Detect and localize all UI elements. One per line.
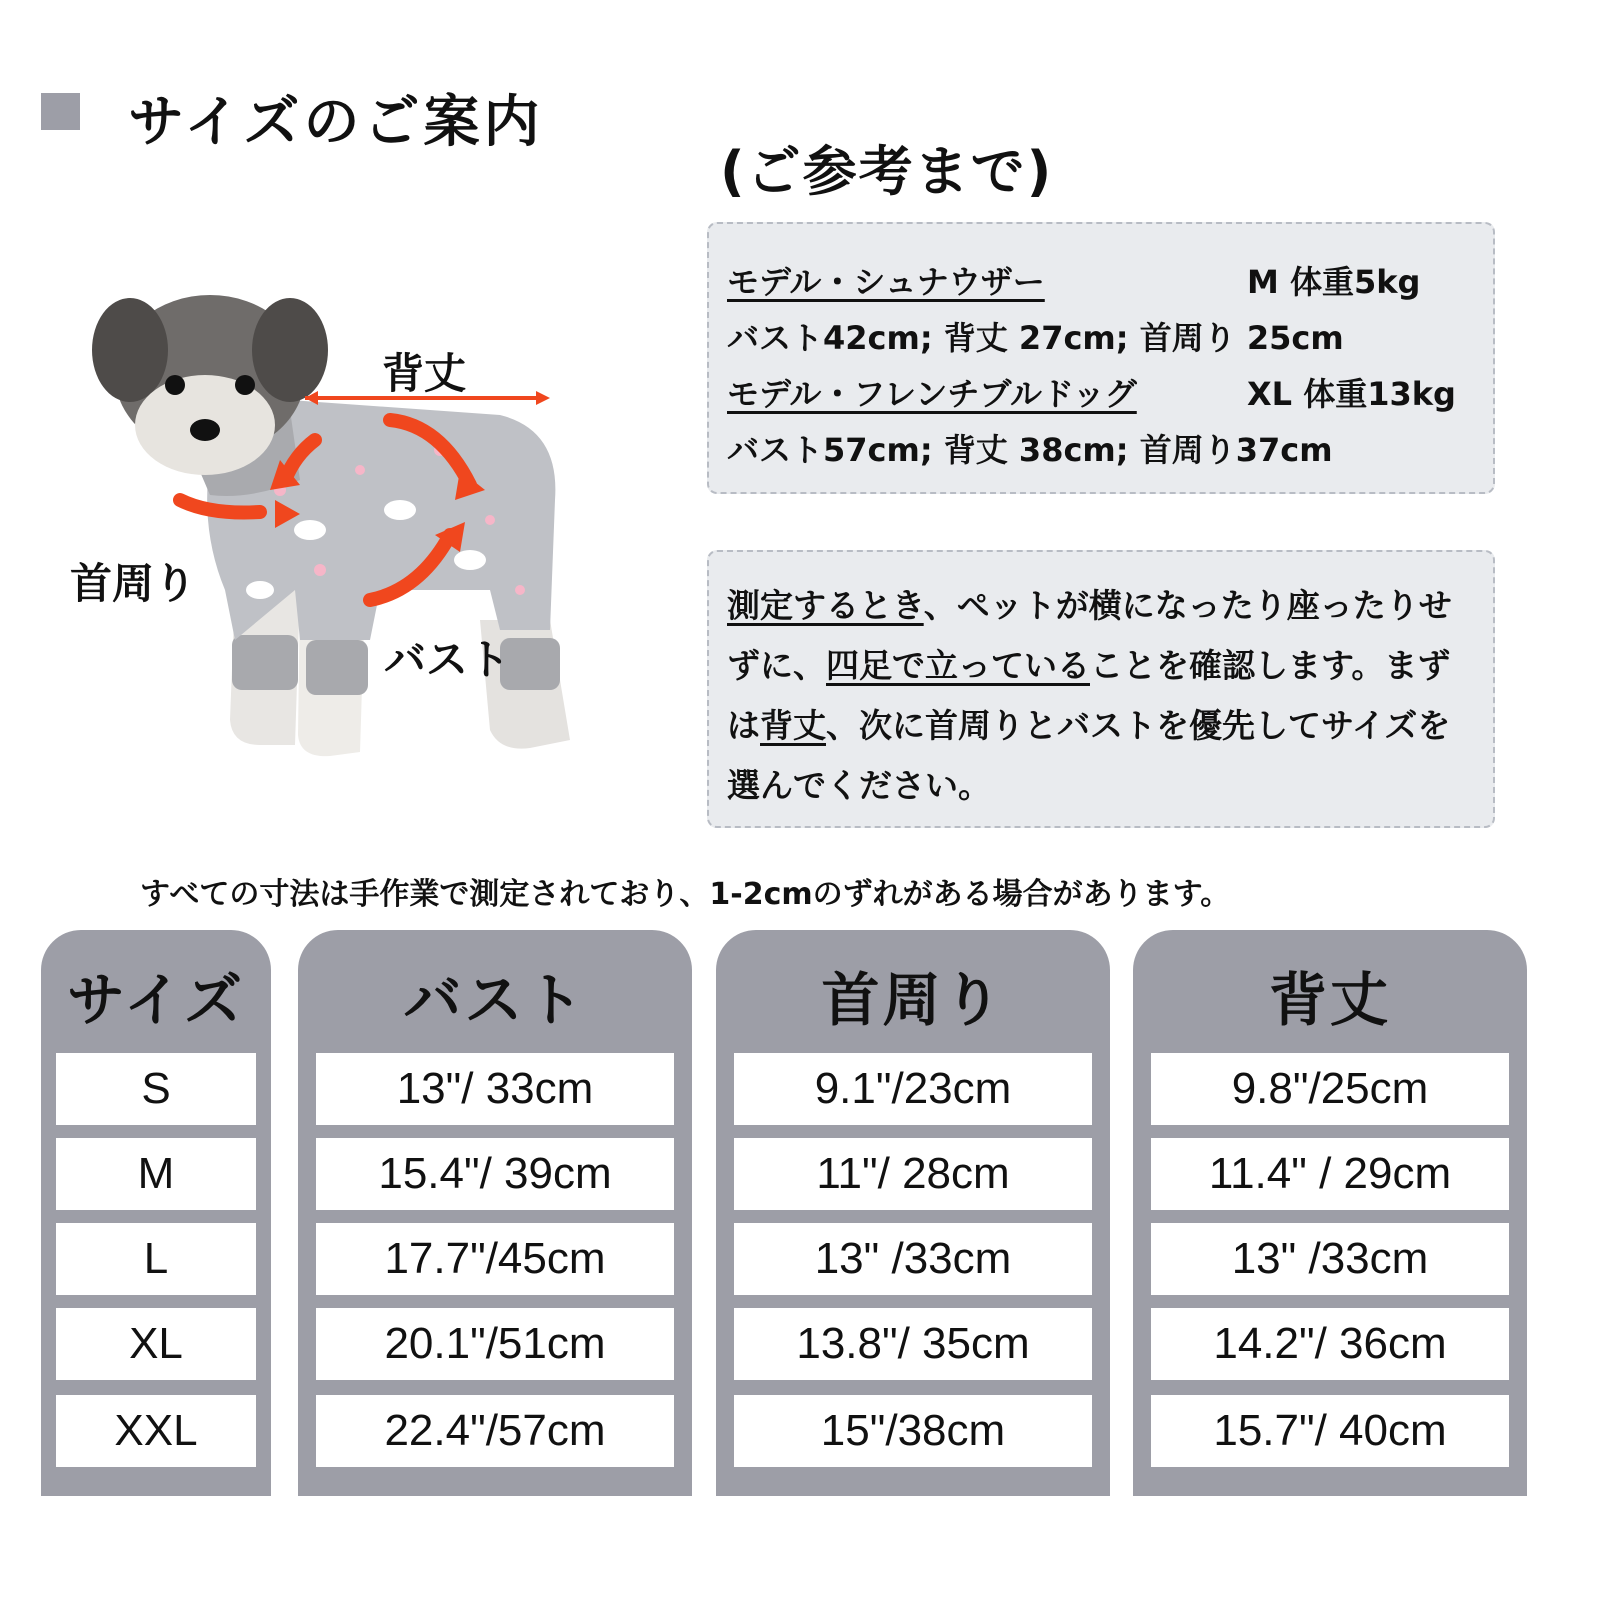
bust-cell: 17.7"/45cm: [316, 1223, 674, 1295]
dog-ear-left: [92, 298, 168, 402]
model-name: モデル・フレンチブルドッグ: [727, 375, 1137, 413]
model-measurements: バスト42cm; 背丈 27cm; 首周り 25cm: [727, 319, 1344, 357]
model-size-weight: M 体重5kg: [1247, 263, 1421, 301]
bust-cell: 15.4"/ 39cm: [316, 1138, 674, 1210]
neck-cell: 13" /33cm: [734, 1223, 1092, 1295]
size-cell: M: [56, 1138, 256, 1210]
model-row-2: [727, 366, 1475, 422]
model-info-panel: [707, 222, 1495, 494]
size-cell: XL: [56, 1308, 256, 1380]
column-header: 背丈: [1268, 966, 1391, 1034]
dog-nose: [190, 419, 220, 441]
note-text: 測定するとき: [727, 586, 924, 625]
note-text: 、次に首周りとバストを優先してサイズを選んでください。: [727, 706, 1451, 805]
dog-ear-right: [252, 298, 328, 402]
page-title: サイズのご案内: [128, 90, 544, 155]
model-row-1: [727, 254, 1475, 310]
back-length-cell: 14.2"/ 36cm: [1151, 1308, 1509, 1380]
neck-cell: 15"/38cm: [734, 1395, 1092, 1467]
neck-column: [716, 930, 1110, 1496]
note-text: 、ペットが横になったり座ったりせずに、: [727, 586, 1452, 685]
column-header: サイズ: [66, 966, 246, 1034]
back-length-cell: 9.8"/25cm: [1151, 1053, 1509, 1125]
back-length-arrow-right: [536, 391, 550, 405]
column-header: バスト: [403, 966, 587, 1034]
label-neck: 首周り: [70, 559, 197, 608]
model-size-weight: XL 体重13kg: [1247, 375, 1456, 413]
label-back-length: 背丈: [382, 349, 467, 398]
model-name: モデル・シュナウザー: [727, 263, 1045, 301]
back-length-cell: 11.4" / 29cm: [1151, 1138, 1509, 1210]
back-length-column: [1133, 930, 1527, 1496]
note-text: ことを確認します。まずは: [727, 646, 1451, 745]
note-text: 背丈: [760, 706, 826, 745]
dog-cuff: [232, 635, 298, 690]
label-bust: バスト: [384, 635, 511, 684]
dog-photo: [60, 290, 640, 760]
size-column: [41, 930, 271, 1496]
bust-cell: 13"/ 33cm: [316, 1053, 674, 1125]
dog-eye: [235, 375, 255, 395]
bust-cell: 22.4"/57cm: [316, 1395, 674, 1467]
neck-cell: 13.8"/ 35cm: [734, 1308, 1092, 1380]
bust-column: [298, 930, 692, 1496]
neck-cell: 9.1"/23cm: [734, 1053, 1092, 1125]
note-text: 四足で立っている: [826, 646, 1090, 685]
bust-cell: 20.1"/51cm: [316, 1308, 674, 1380]
model-measurements: バスト57cm; 背丈 38cm; 首周り37cm: [727, 431, 1333, 469]
measurement-disclaimer: すべての寸法は手作業で測定されており、1-2cmのずれがある場合があります。: [140, 877, 1231, 912]
size-cell: XXL: [56, 1395, 256, 1467]
neck-cell: 11"/ 28cm: [734, 1138, 1092, 1210]
size-cell: L: [56, 1223, 256, 1295]
title-square-icon: [41, 93, 80, 130]
size-cell: S: [56, 1053, 256, 1125]
back-length-cell: 15.7"/ 40cm: [1151, 1395, 1509, 1467]
column-header: 首周り: [821, 966, 1005, 1034]
reference-heading: (ご参考まで): [720, 140, 1054, 203]
dog-eye: [165, 375, 185, 395]
back-length-cell: 13" /33cm: [1151, 1223, 1509, 1295]
dog-cuff: [306, 640, 368, 695]
measuring-note-panel: [707, 550, 1495, 828]
